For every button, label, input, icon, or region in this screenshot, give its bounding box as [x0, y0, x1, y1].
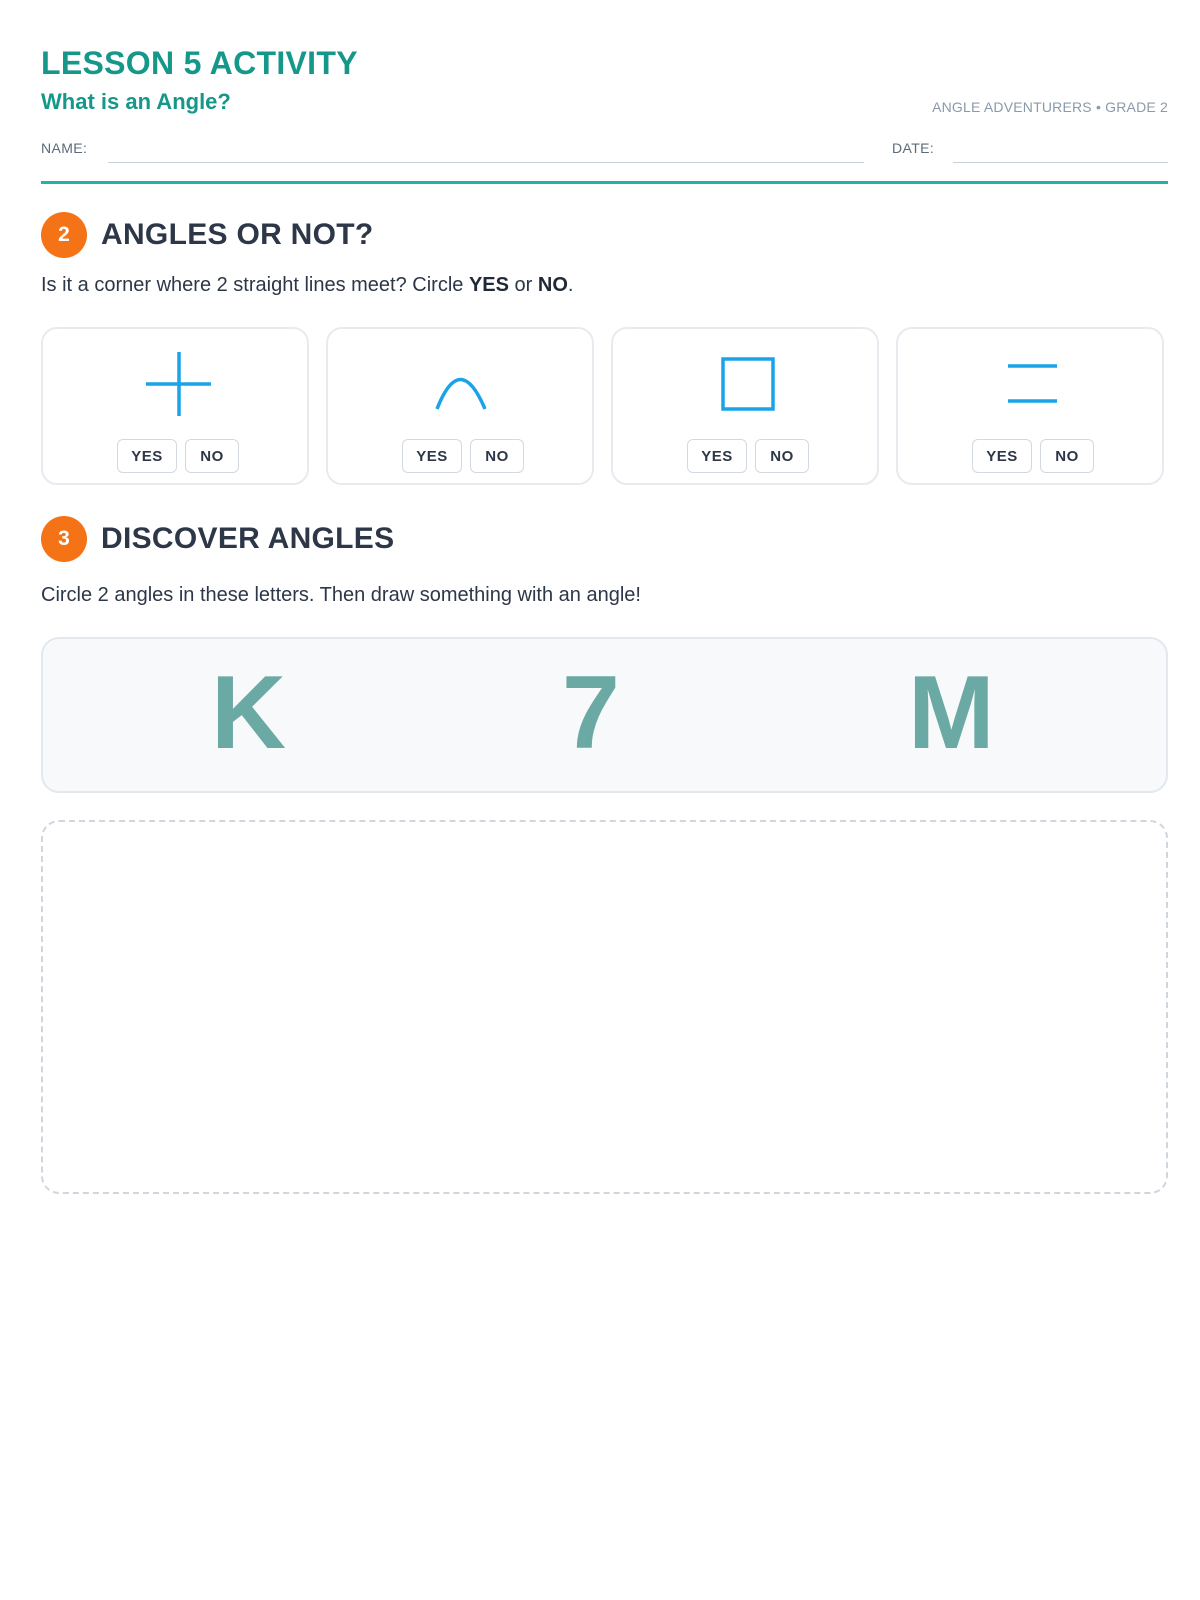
lesson-subtitle: What is an Angle?: [41, 89, 231, 114]
instruction-end: .: [567, 274, 574, 296]
name-date-row: [41, 140, 1168, 170]
series-label: ANGLE ADVENTURERS • GRADE 2: [932, 99, 1168, 115]
angle-cards: [41, 327, 1168, 487]
no-button[interactable]: NO: [1040, 439, 1094, 473]
lesson-title: LESSON 5 ACTIVITY: [41, 45, 358, 81]
square-icon: [613, 329, 881, 439]
instruction-text: Is it a corner where 2 straight lines meet? Circle: [41, 274, 469, 296]
yes-button[interactable]: YES: [402, 439, 462, 473]
no-button[interactable]: NO: [470, 439, 524, 473]
yes-button[interactable]: YES: [972, 439, 1032, 473]
worksheet-header: [41, 44, 1168, 156]
yes-no-options: [898, 439, 1162, 473]
cross-lines-icon: [43, 329, 311, 439]
angle-card: [326, 327, 594, 485]
section-number-badge: 3: [41, 516, 87, 562]
drawing-area[interactable]: [41, 820, 1168, 1194]
no-word: NO: [537, 274, 568, 296]
arc-curve-icon: [328, 329, 596, 439]
header-divider: [41, 181, 1168, 184]
yes-button[interactable]: YES: [687, 439, 747, 473]
section-number-badge: 2: [41, 212, 87, 258]
name-label: NAME:: [41, 140, 88, 156]
name-field[interactable]: [108, 162, 864, 163]
letter-7[interactable]: 7: [562, 655, 620, 771]
date-label: DATE:: [892, 140, 935, 156]
angle-card: [611, 327, 879, 485]
letter-m[interactable]: M: [908, 655, 995, 771]
yes-no-options: [328, 439, 592, 473]
no-button[interactable]: NO: [185, 439, 239, 473]
yes-word: YES: [468, 274, 509, 296]
or-word: or: [508, 274, 538, 296]
section-title: ANGLES OR NOT?: [101, 218, 374, 251]
angle-card: [41, 327, 309, 485]
section-3-heading: [41, 516, 394, 562]
parallel-lines-icon: [898, 329, 1166, 439]
no-button[interactable]: NO: [755, 439, 809, 473]
yes-no-options: [43, 439, 307, 473]
yes-button[interactable]: YES: [117, 439, 177, 473]
angle-card: [896, 327, 1164, 485]
section-title: DISCOVER ANGLES: [101, 522, 395, 555]
section-2-heading: [41, 212, 374, 258]
date-field[interactable]: [953, 162, 1168, 163]
section-3-instruction: Circle 2 angles in these letters. Then draw something with an angle!: [41, 584, 641, 606]
letter-k[interactable]: K: [211, 655, 287, 771]
section-2-instruction: [41, 274, 573, 297]
letters-panel: [41, 637, 1168, 793]
yes-no-options: [613, 439, 877, 473]
